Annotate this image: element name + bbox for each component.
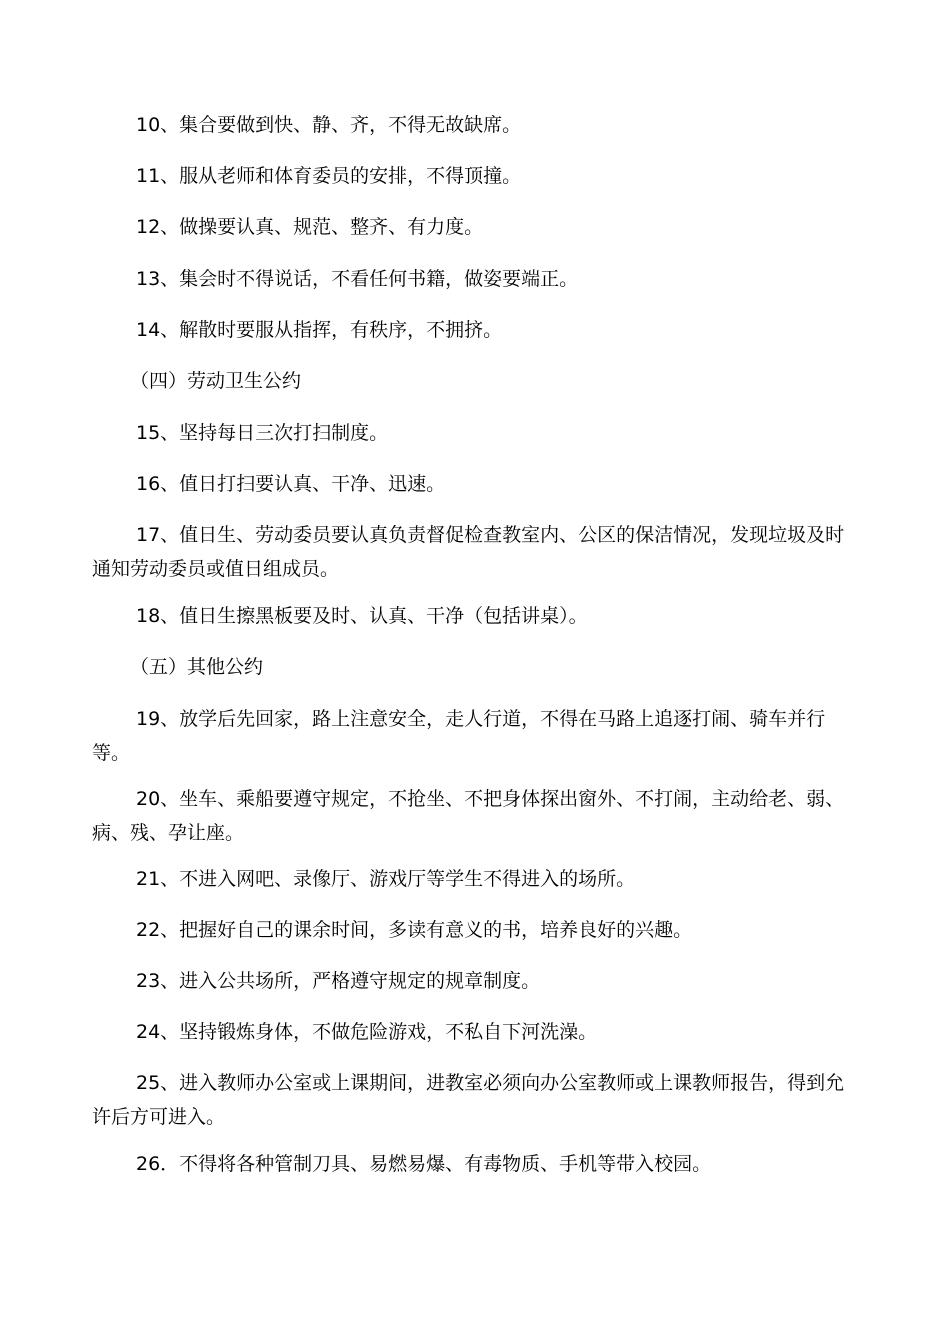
section-heading-4: （四）劳动卫生公约 — [130, 370, 302, 392]
rule-11: 11、服从老师和体育委员的安排，不得顶撞。 — [136, 165, 522, 187]
rule-16: 16、值日打扫要认真、干净、迅速。 — [136, 473, 446, 495]
rule-23: 23、进入公共场所，严格遵守规定的规章制度。 — [136, 970, 541, 992]
rule-19: 19、放学后先回家，路上注意安全，走人行道，不得在马路上追逐打闹、骑车并行等。 — [92, 708, 826, 764]
rule-24: 24、坚持锻炼身体，不做危险游戏，不私自下河洗澡。 — [136, 1021, 598, 1043]
rule-21: 21、不进入网吧、录像厅、游戏厅等学生不得进入的场所。 — [136, 868, 636, 890]
rule-10: 10、集合要做到快、静、齐，不得无故缺席。 — [136, 114, 522, 136]
rule-14: 14、解散时要服从指挥，有秩序，不拥挤。 — [136, 319, 503, 341]
rule-25: 25、进入教师办公室或上课期间，进教室必须向办公室教师或上课教师报告，得到允许后方可进入。 — [92, 1072, 845, 1128]
rule-12: 12、做操要认真、规范、整齐、有力度。 — [136, 216, 484, 238]
rule-18: 18、值日生擦黑板要及时、认真、干净（包括讲桌）。 — [136, 605, 588, 627]
rule-13: 13、集会时不得说话，不看任何书籍，做姿要端正。 — [136, 268, 579, 290]
rule-20: 20、坐车、乘船要遵守规定，不抢坐、不把身体探出窗外、不打闹，主动给老、弱、病、残、孕让座。 — [92, 788, 845, 844]
section-heading-5: （五）其他公约 — [130, 656, 264, 678]
rule-22: 22、把握好自己的课余时间，多读有意义的书，培养良好的兴趣。 — [136, 919, 693, 941]
rule-15: 15、坚持每日三次打扫制度。 — [136, 422, 389, 444]
rule-26: 26．不得将各种管制刀具、易燃易爆、有毒物质、手机等带入校园。 — [136, 1153, 712, 1175]
rule-17: 17、值日生、劳动委员要认真负责督促检查教室内、公区的保洁情况，发现垃圾及时通知劳动委员或值日组成员。 — [92, 524, 845, 580]
